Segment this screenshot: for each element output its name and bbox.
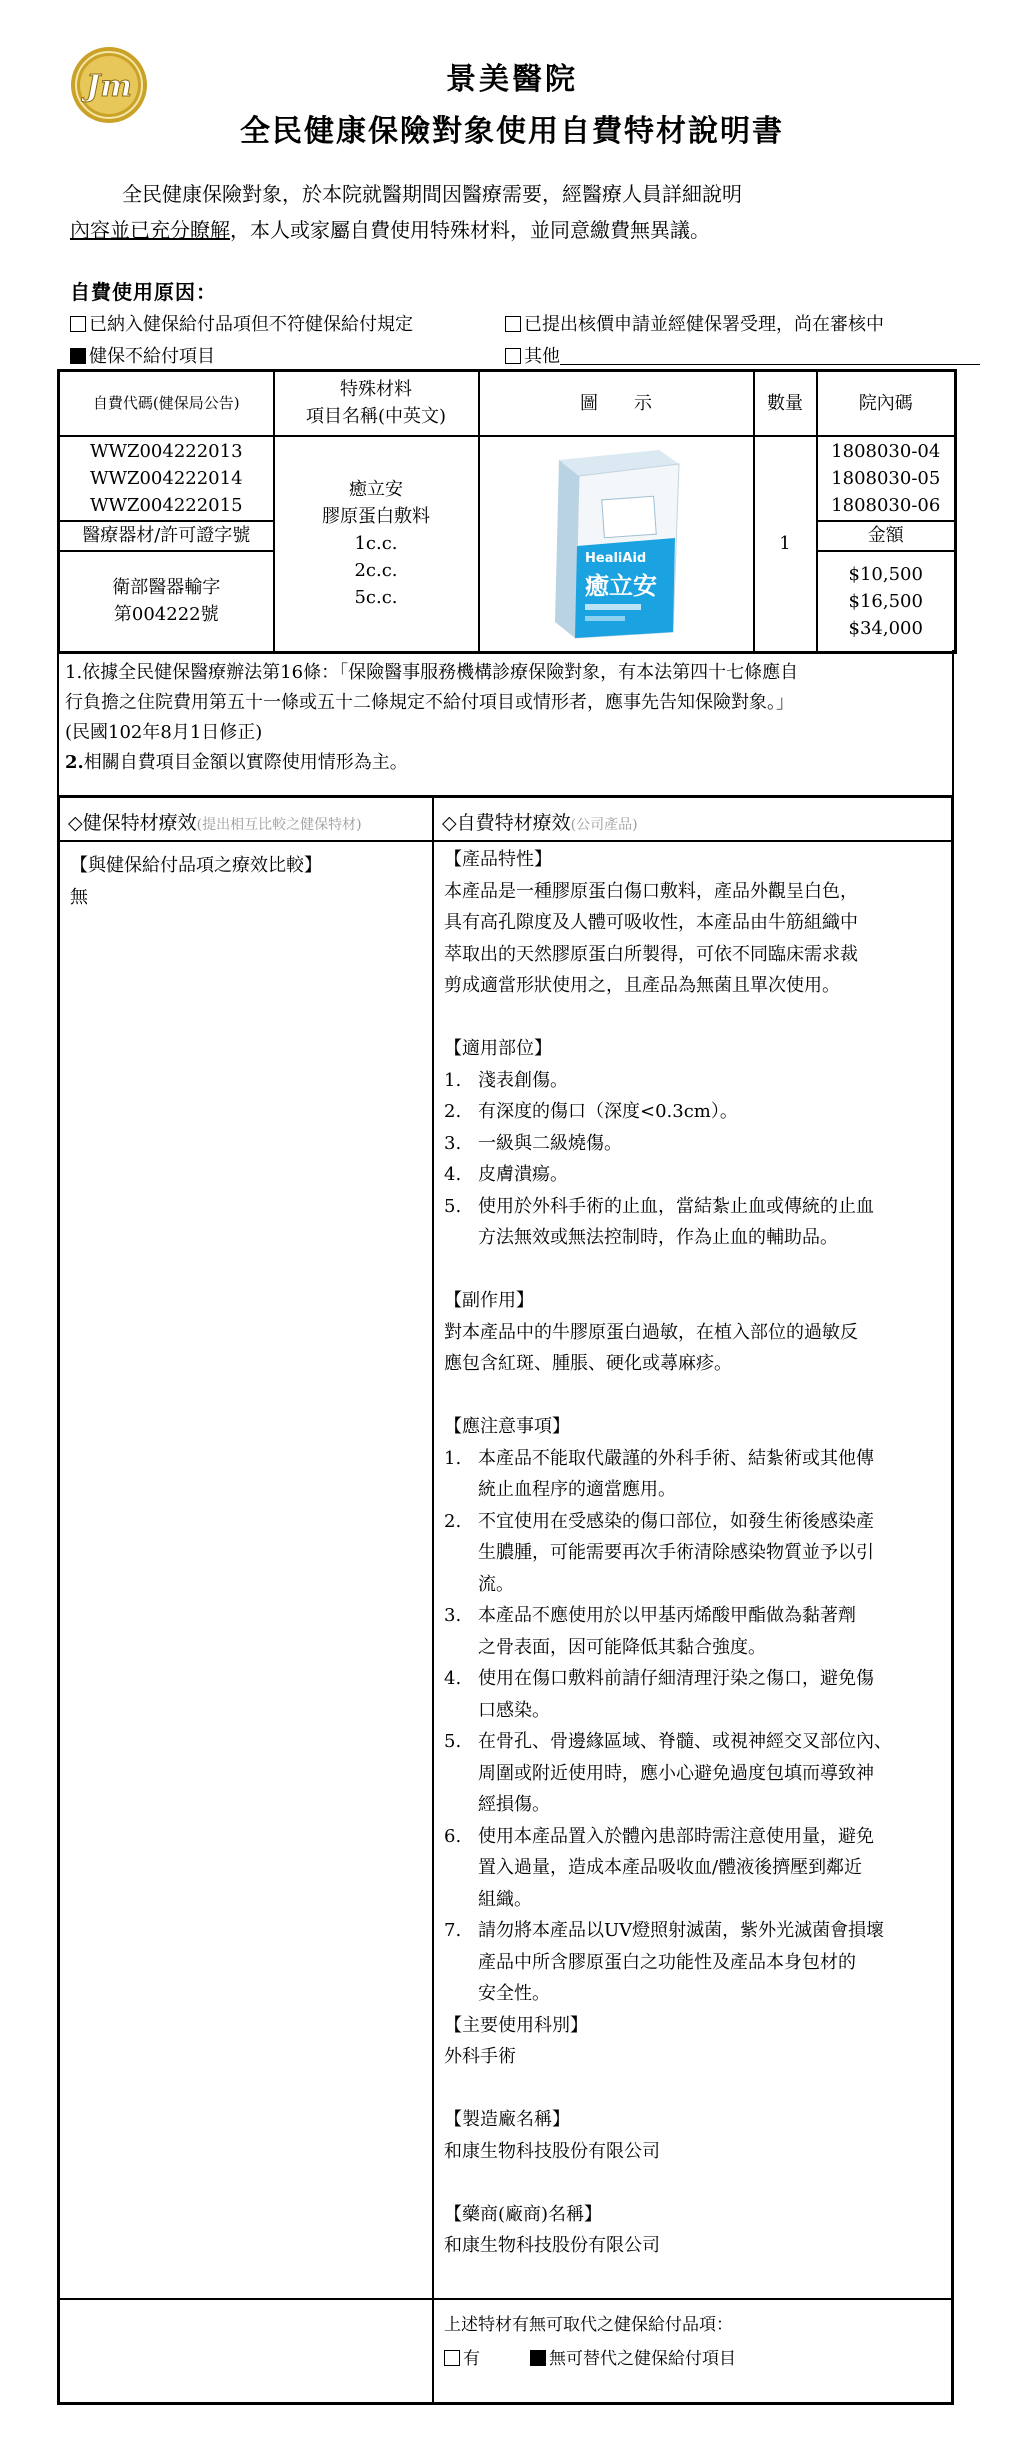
left-column-header: ◇健保特材療效(提出相互比較之健保特材) xyxy=(68,812,362,834)
list-item-line: 置入過量，造成本產品吸收血/體液後擠壓到鄰近 xyxy=(478,1857,863,1878)
right-column-header: ◇自費特材療效(公司產品) xyxy=(442,812,638,834)
list-item-line: 安全性。 xyxy=(478,1983,550,2004)
list-number: 6. xyxy=(444,1825,462,1847)
product-box-image xyxy=(541,446,691,641)
comparison-title: 【與健保給付品項之療效比較】 xyxy=(70,855,322,876)
caution-item xyxy=(444,1663,950,1726)
list-number: 5. xyxy=(444,1731,462,1752)
list-item-line: 流。 xyxy=(478,1573,514,1595)
header-quantity: 數量 xyxy=(754,371,817,436)
intro-underlined: 內容並已充分瞭解 xyxy=(70,218,230,242)
list-item-line: 周圍或附近使用時，應小心避免過度包填而導致神 xyxy=(478,1762,874,1784)
reason-option-label: 健保不給付項目 xyxy=(89,346,215,367)
list-number: 3. xyxy=(444,1605,462,1626)
list-item-line: 之骨表面，因可能降低其黏合強度。 xyxy=(478,1636,766,1658)
caution-item xyxy=(444,1600,950,1663)
manufacturer-value: 和康生物科技股份有限公司 xyxy=(444,2140,660,2162)
item-name-desc: 膠原蛋白敷料 xyxy=(322,506,430,528)
list-item-line: 產品中所含膠原蛋白之功能性及產品本身包材的 xyxy=(478,1951,856,1973)
sites-title: 【適用部位】 xyxy=(444,1038,552,1059)
side-effects-line: 對本產品中的牛膠原蛋白過敏，在植入部位的過敏反 xyxy=(444,1321,858,1343)
note-line: 2.相關自費項目金額以實際使用情形為主。 xyxy=(65,752,408,773)
caution-item xyxy=(444,1915,950,2010)
list-number: 2. xyxy=(444,1510,462,1532)
svg-text:Jm: Jm xyxy=(86,69,132,104)
svg-text:HealiAid: HealiAid xyxy=(585,551,647,567)
notes-section xyxy=(57,650,954,795)
item-size-2: 2c.c. xyxy=(354,560,398,582)
left-column-content xyxy=(70,850,322,914)
checkbox[interactable] xyxy=(505,348,521,364)
caution-item xyxy=(444,1443,950,1506)
item-codes: WWZ004222013 WWZ004222014 WWZ004222015 xyxy=(59,436,274,521)
features-line: 萃取出的天然膠原蛋白所製得，可依不同臨床需求裁 xyxy=(444,943,858,965)
substitute-question xyxy=(444,2308,736,2376)
intro-line-2 xyxy=(70,218,710,242)
comparison-value: 無 xyxy=(70,887,88,908)
item-size-1: 1c.c. xyxy=(354,533,398,555)
features-line: 剪成適當形狀使用之，且產品為無菌且單次使用。 xyxy=(444,975,840,996)
document-title: 全民健康保險對象使用自費特材說明書 xyxy=(240,114,784,149)
amounts: $10,500 $16,500 $34,000 xyxy=(817,551,956,653)
item-name-cell xyxy=(274,436,479,653)
department-value: 外科手術 xyxy=(444,2046,516,2067)
other-reason-blank[interactable] xyxy=(560,364,980,365)
side-effects-text xyxy=(444,1317,950,1380)
hospital-codes: 1808030-04 1808030-05 1808030-06 xyxy=(817,436,956,521)
column-divider xyxy=(432,798,434,2402)
caution-item xyxy=(444,1821,950,1916)
header-divider xyxy=(60,840,951,842)
item-size-3: 5c.c. xyxy=(354,587,398,609)
header-code: 自費代碼(健保局公告) xyxy=(59,371,274,436)
checkbox[interactable] xyxy=(70,348,86,364)
list-number: 5. xyxy=(444,1195,462,1217)
list-item-line: 皮膚潰瘍。 xyxy=(478,1164,568,1185)
checkbox[interactable] xyxy=(70,316,86,332)
list-number: 3. xyxy=(444,1132,462,1154)
caution-item xyxy=(444,1726,950,1821)
features-text xyxy=(444,876,950,1002)
features-line: 本產品是一種膠原蛋白傷口敷料，產品外觀呈白色， xyxy=(444,880,858,902)
site-item xyxy=(444,1191,950,1254)
quantity-cell: 1 xyxy=(754,436,817,653)
side-effects-title: 【副作用】 xyxy=(444,1290,534,1311)
dealer-value: 和康生物科技股份有限公司 xyxy=(444,2235,660,2256)
intro-line-1: 全民健康保險對象，於本院就醫期間因醫療需要，經醫療人員詳細說明 xyxy=(122,182,742,206)
list-item-line: 生膿腫，可能需要再次手術清除感染物質並予以引 xyxy=(478,1542,874,1563)
reason-option-label: 已納入健保給付品項但不符健保給付規定 xyxy=(89,314,413,335)
site-item xyxy=(444,1096,950,1128)
list-number: 7. xyxy=(444,1920,462,1941)
list-number: 1. xyxy=(444,1447,462,1469)
reason-option-4[interactable] xyxy=(505,344,980,370)
list-item-line: 本產品不應使用於以甲基丙烯酸甲酯做為黏著劑 xyxy=(478,1605,856,1626)
features-title: 【產品特性】 xyxy=(444,849,552,870)
checkbox-no-substitute[interactable] xyxy=(530,2350,546,2366)
hospital-name: 景美醫院 xyxy=(446,62,578,97)
product-image-cell xyxy=(479,436,754,653)
list-item-line: 本產品不能取代嚴謹的外科手術、結紮術或其他傳 xyxy=(478,1447,874,1469)
manufacturer-title: 【製造廠名稱】 xyxy=(444,2109,570,2130)
cautions-list xyxy=(444,1443,950,2010)
no-substitute-label: 無可替代之健保給付項目 xyxy=(549,2349,736,2369)
list-item-line: 方法無效或無法控制時，作為止血的輔助品。 xyxy=(478,1227,838,1248)
right-column-content xyxy=(444,844,950,2262)
footer-divider xyxy=(60,2298,951,2300)
dealer-title: 【藥商(廠商)名稱】 xyxy=(444,2203,603,2225)
reason-option-3[interactable] xyxy=(70,344,215,370)
caution-item xyxy=(444,1506,950,1601)
side-effects-line: 應包含紅斑、腫脹、硬化或蕁麻疹。 xyxy=(444,1353,732,1374)
header-hospital-code: 院內碼 xyxy=(817,371,956,436)
list-item-line: 經損傷。 xyxy=(478,1794,550,1815)
has-substitute-label: 有 xyxy=(463,2349,480,2369)
list-number: 4. xyxy=(444,1164,462,1185)
checkbox[interactable] xyxy=(505,316,521,332)
reason-option-label: 其他 xyxy=(524,346,560,367)
list-item-line: 有深度的傷口（深度<0.3cm）。 xyxy=(478,1101,738,1122)
substitute-question-text: 上述特材有無可取代之健保給付品項： xyxy=(444,2315,733,2335)
note-line: 1.依據全民健保醫療辦法第16條：「保險醫事服務機構診療保險對象，有本法第四十七條應自 xyxy=(65,662,799,683)
list-item-line: 淺表創傷。 xyxy=(478,1069,568,1091)
sites-list xyxy=(444,1065,950,1254)
list-item-line: 一級與二級燒傷。 xyxy=(478,1132,622,1154)
cautions-title: 【應注意事項】 xyxy=(444,1416,570,1437)
note-line: (民國102年8月1日修正) xyxy=(65,722,263,743)
checkbox-has-substitute[interactable] xyxy=(444,2350,460,2366)
list-item-line: 請勿將本產品以UV燈照射滅菌，紫外光滅菌會損壞 xyxy=(478,1920,885,1941)
intro-statement xyxy=(70,176,954,248)
license-number: 衛部醫器輸字 第004222號 xyxy=(59,551,274,653)
reason-option-label: 已提出核價申請並經健保署受理，尚在審核中 xyxy=(524,314,884,335)
list-item-line: 組織。 xyxy=(478,1888,532,1910)
list-number: 1. xyxy=(444,1069,462,1091)
list-number: 4. xyxy=(444,1668,462,1689)
features-line: 具有高孔隙度及人體可吸收性，本產品由牛筋組織中 xyxy=(444,912,858,933)
note-line: 行負擔之住院費用第五十一條或五十二條規定不給付項目或情形者，應事先告知保險對象。」 xyxy=(65,692,794,713)
list-number: 2. xyxy=(444,1101,462,1122)
list-item-line: 使用本產品置入於體內患部時需注意使用量，避免 xyxy=(478,1825,874,1847)
list-item-line: 使用在傷口敷料前請仔細清理汙染之傷口，避免傷 xyxy=(478,1668,874,1689)
item-name-cn: 癒立安 xyxy=(349,479,403,501)
reason-option-1[interactable] xyxy=(70,312,413,338)
license-label: 醫療器材/許可證字號 xyxy=(59,521,274,551)
item-table xyxy=(57,369,957,654)
reason-option-2[interactable] xyxy=(505,312,884,338)
list-item-line: 不宜使用在受感染的傷口部位，如發生術後感染產 xyxy=(478,1510,874,1532)
site-item xyxy=(444,1159,950,1191)
list-item-line: 統止血程序的適當應用。 xyxy=(478,1479,676,1500)
site-item xyxy=(444,1128,950,1160)
header-item-name: 特殊材料 項目名稱(中英文) xyxy=(274,371,479,436)
header-image: 圖 示 xyxy=(479,371,754,436)
amount-label: 金額 xyxy=(817,521,956,551)
comparison-table xyxy=(57,795,954,2405)
list-item-line: 在骨孔、骨邊緣區域、脊髓、或視神經交叉部位內、 xyxy=(478,1731,892,1752)
intro-line-2-rest: ，本人或家屬自費使用特殊材料，並同意繳費無異議。 xyxy=(230,218,710,242)
reason-title: 自費使用原因： xyxy=(70,280,217,304)
site-item xyxy=(444,1065,950,1097)
svg-text:癒立安: 癒立安 xyxy=(585,572,657,601)
department-title: 【主要使用科別】 xyxy=(444,2014,588,2036)
list-item-line: 口感染。 xyxy=(478,1699,550,1721)
list-item-line: 使用於外科手術的止血，當結紮止血或傳統的止血 xyxy=(478,1195,874,1217)
